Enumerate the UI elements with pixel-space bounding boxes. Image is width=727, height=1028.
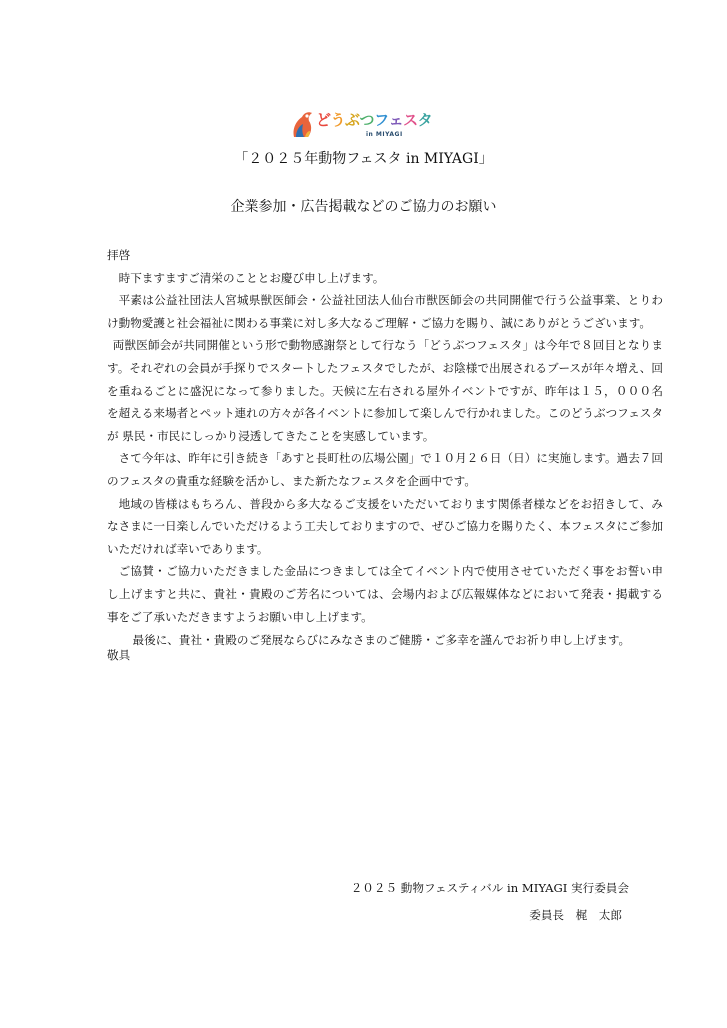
animal-mascot-icon [290, 107, 316, 141]
logo-char: ぶ [345, 111, 360, 129]
paragraph: さて今年は、昨年に引き続き「あすと長町杜の広場公園」で１０月２６日（日）に実施します。過去７回のフェスタの貴重な経験を活かし、また新たなフェスタを企画中です。 [107, 451, 663, 488]
logo-text [316, 109, 432, 130]
logo-subtext: in MIYAGI [366, 131, 403, 138]
letter-body [107, 244, 663, 662]
document-subtitle: 企業参加・広告掲載などのご協力のお願い [230, 199, 497, 215]
festival-logo [290, 107, 433, 147]
paragraph: 平素は公益社団法人宮城県獣医師会・公益社団法人仙台市獣医師会の共同開催で行う公益事業、とりわけ動物愛護と社会福祉に関わる事業に対し多大なるご理解・ご協力を賜り、誠にありがとうございます。 [107, 293, 663, 330]
logo-char: フ [374, 111, 389, 129]
document-title: 「２０２５年動物フェスタ in MIYAGI」 [234, 151, 493, 167]
paragraph: 両獣医師会が共同開催という形で動物感謝祭として行なう「どうぶつフェスタ」は今年で８回目となります。それぞれの会員が手探りでスタートしたフェスタでしたが、お陰様で出展されるブースが年々増え、回を重ねるごとに盛況になって参りました。天候に左右される屋外イベントですが、昨年は１５，０００名を超える来場者とペット連れの方々が各イベントに参加して楽しんで行かれました。このどうぶつフェスタが 県民・市民にしっかり浸透してきたことを実感しています。 [107, 338, 663, 443]
complimentary-close: 敬具 [107, 648, 131, 663]
logo-char: ど [316, 111, 331, 129]
logo-char: う [330, 111, 346, 129]
signature-name: 委員長 梶 太郎 [529, 908, 622, 922]
salutation: 拝啓 [107, 248, 131, 262]
logo-char: つ [359, 111, 375, 129]
paragraph: 地域の皆様はもちろん、普段から多大なるご支援をいただいております関係者様などをお招きして、みなさまに一日楽しんでいただけるよう工夫しておりますので、ぜひご協力を賜りたく、本フェスタにご参加いただければ幸いであります。 [107, 496, 663, 556]
logo-char: ェ [388, 111, 404, 129]
paragraph: 時下ますますご清栄のこととお慶び申し上げます。 [118, 270, 385, 285]
logo-char: タ [417, 111, 433, 129]
paragraph: ご協賛・ご協力いただきました金品につきましては全てイベント内で使用させていただく事をお誓い申し上げますと共に、貴社・貴殿のご芳名については、会場内および広報媒体などにおいて発表・掲載する事をご了承いただきますようお願い申し上げます。 [107, 564, 663, 624]
signature-organization: ２０２５ 動物フェスティバル in MIYAGI 実行委員会 [350, 881, 629, 895]
closing-paragraph: 最後に、貴社・貴殿のご発展ならびにみなさまのご健勝・ご多幸を謹んでお祈り申し上げます。 [132, 633, 631, 648]
logo-char: ス [403, 111, 418, 129]
